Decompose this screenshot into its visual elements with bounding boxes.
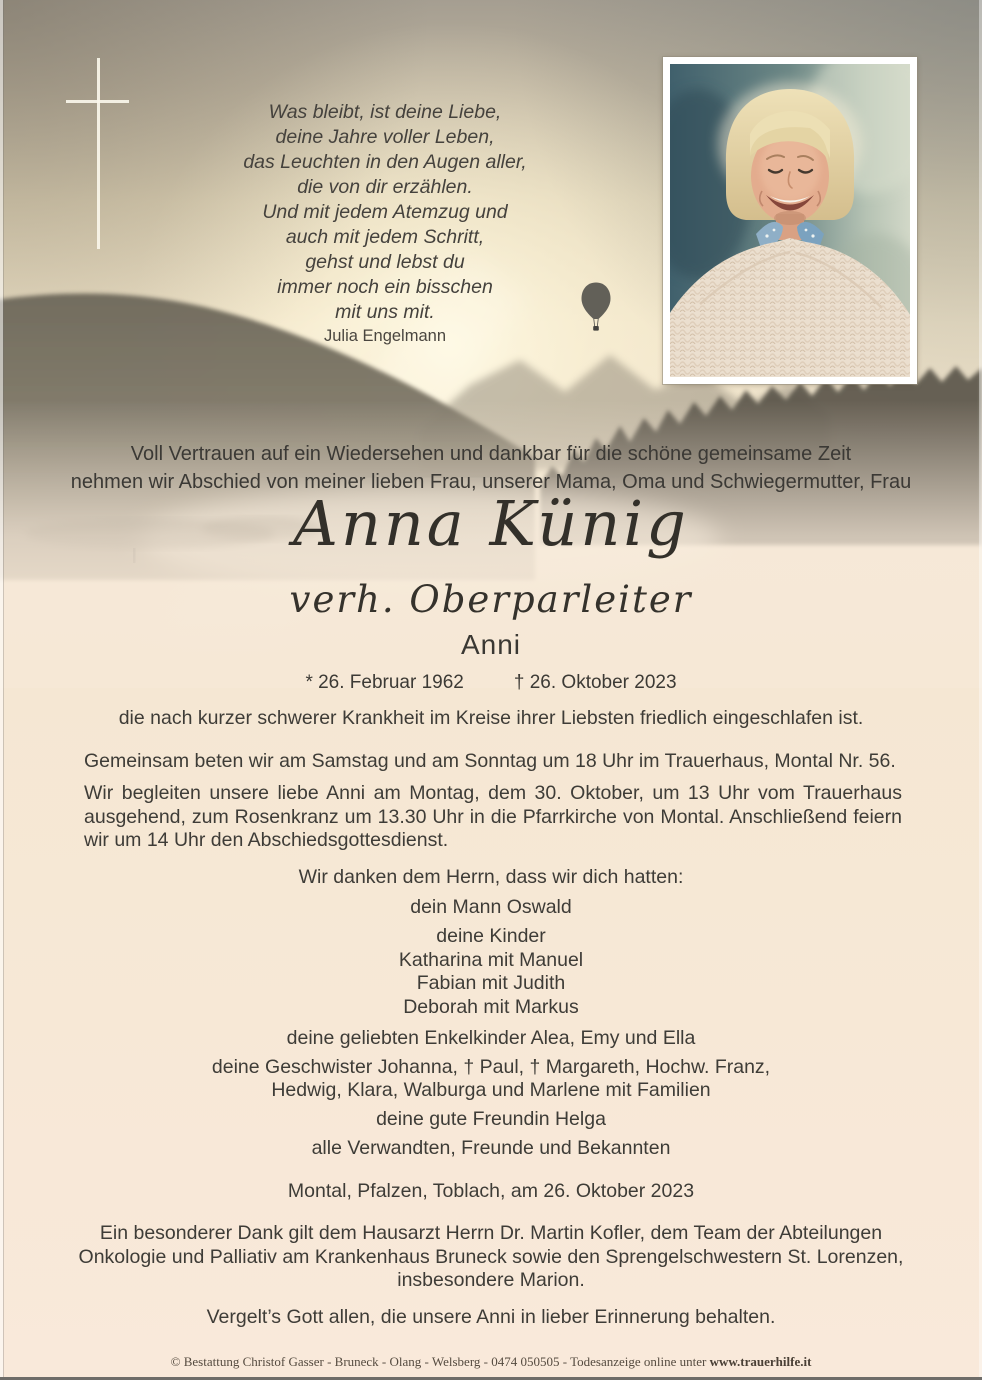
poem-line: auch mit jedem Schritt, [285, 226, 485, 248]
place-date: Montal, Pfalzen, Toblach, am 26. Oktober 2023 [287, 1180, 695, 1202]
footer-text: © Bestattung Christof Gasser - Bruneck - Olang - Welsberg - 0474 050505 - Todesanzeige online unter [170, 1354, 710, 1369]
child-line: Deborah mit Markus [403, 995, 579, 1018]
scan-edge-left-line [3, 0, 4, 1380]
prayer-schedule: Gemeinsam beten wir am Samstag und am Sonntag um 18 Uhr im Trauerhaus, Montal Nr. 56. [84, 750, 896, 772]
intro-line-1: Voll Vertrauen auf ein Wiedersehen und dankbar für die schöne gemeinsame Zeit [130, 443, 852, 465]
poem-line: deine Jahre voller Leben, [275, 126, 495, 148]
poem-line: gehst und lebst du [305, 251, 465, 273]
thanks-line-1: Ein besonderer Dank gilt dem Hausarzt Herrn Dr. Martin Kofler, dem Team der Abteilungen [99, 1222, 883, 1244]
poem-line: mit uns mit. [335, 301, 435, 323]
thanks-line-2: Onkologie und Palliativ am Krankenhaus Bruneck sowie den Sprengelschwestern St. Lorenzen, [78, 1245, 904, 1268]
mourner-husband: dein Mann Oswald [410, 896, 572, 918]
children-label: deine Kinder [436, 925, 546, 947]
deceased-name: Anna Künig [293, 487, 689, 560]
death-date: † 26. Oktober 2023 [513, 672, 677, 693]
deceased-married-name: verh. Oberparleiter [289, 578, 693, 621]
mourner-siblings [0, 1056, 982, 1102]
birth-date: * 26. Februar 1962 [305, 672, 464, 693]
poem-line: die von dir erzählen. [297, 176, 473, 198]
life-dates [0, 672, 982, 694]
deceased-nickname: Anni [460, 629, 522, 660]
mourner-grandchildren: deine geliebten Enkelkinder Alea, Emy und Ella [286, 1027, 696, 1049]
poem-line: Was bleibt, ist deine Liebe, [268, 101, 502, 123]
closing-text: Vergelt’s Gott allen, die unsere Anni in lieber Erinnerung behalten. [206, 1306, 776, 1328]
funeral-schedule: Wir begleiten unsere liebe Anni am Montag, dem 30. Oktober, um 13 Uhr vom Trauerhaus ausgehend, zum Rosenkranz um 13.30 Uhr in die Pfarrkirche von Montal. Anschließend feiern wir um 14 Uhr den Abschiedsgottesdienst. [84, 782, 902, 851]
scan-edge-bottom [0, 1377, 982, 1380]
intro-line-2: nehmen wir Abschied von meiner lieben Frau, unserer Mama, Oma und Schwiegermutter, Frau [70, 470, 912, 493]
mourner-children [0, 925, 982, 1019]
mourner-relatives: alle Verwandten, Freunde und Bekannten [311, 1137, 671, 1159]
poem-author: Julia Engelmann [324, 327, 446, 345]
child-line: Fabian mit Judith [416, 972, 566, 994]
mourner-friend: deine gute Freundin Helga [376, 1108, 606, 1130]
poem-line: Und mit jedem Atemzug und [262, 201, 508, 223]
poem-line: das Leuchten in den Augen aller, [243, 151, 527, 173]
siblings-line-2: Hedwig, Klara, Walburga und Marlene mit Familien [271, 1079, 711, 1101]
poem [65, 100, 705, 325]
footer-website: www.trauerhilfe.it [709, 1354, 812, 1369]
thanks-line-3: insbesondere Marion. [397, 1269, 585, 1291]
special-thanks [76, 1222, 906, 1293]
mourning-heading: Wir danken dem Herrn, dass wir dich hatten: [298, 866, 684, 888]
footer [0, 1354, 982, 1370]
siblings-line-1: deine Geschwister Johanna, † Paul, † Margareth, Hochw. Franz, [211, 1056, 771, 1078]
child-line: Katharina mit Manuel [398, 948, 584, 971]
passing-text: die nach kurzer schwerer Krankheit im Kreise ihrer Liebsten friedlich eingeschlafen ist. [118, 707, 864, 729]
poem-line: immer noch ein bisschen [277, 276, 493, 298]
